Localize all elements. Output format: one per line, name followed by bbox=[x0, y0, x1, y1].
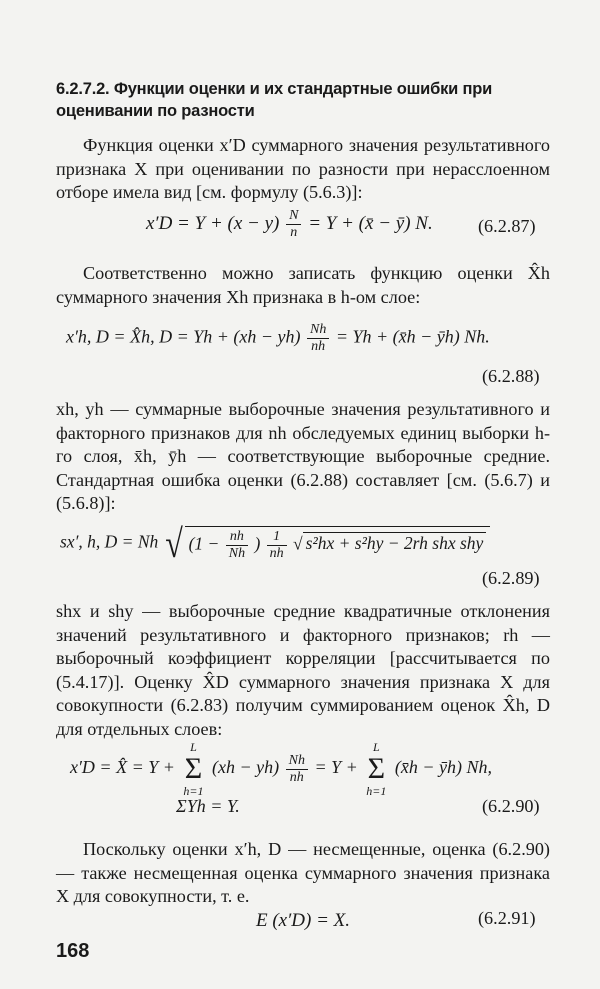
equation-6-2-87 bbox=[146, 208, 433, 241]
equation-6-2-90-line2: ΣYh = Y. bbox=[176, 796, 240, 816]
equation-fraction: $\frac{1}{nh}$ bbox=[267, 529, 287, 562]
page-number: 168 bbox=[56, 940, 90, 962]
inner-radicand: s²hx + s²hy − 2rh shx shy bbox=[303, 532, 487, 553]
radical-sign: √ bbox=[164, 521, 183, 566]
paragraph-deviations: shx и shy — выборочные средние квадратичные отклонения значений результативного и факторного признаков; rh — выборочный коэффициент корреляции [рассчитывается по (5.4.17)]. Оценку X̂D суммарного значения признака X для совокупности (6.2.83) получим суммированием оценок X̂h, D для отдельных слоев: bbox=[56, 601, 550, 739]
equation-fraction: $\frac{nh}{Nh}$ bbox=[226, 529, 248, 562]
equation-lhs: x′D = Y + (x − y) bbox=[146, 212, 280, 234]
section-heading: 6.2.7.2. Функции оценки и их стандартные ошибки при оценивании по разности bbox=[56, 80, 493, 120]
equation-fraction: $\frac{Nh}{nh}$ bbox=[286, 753, 308, 786]
paragraph-stratum: Соответственно можно записать функцию оценки X̂h суммарного значения Xh признака в h-ом слое: bbox=[56, 263, 550, 307]
equation-6-2-88 bbox=[66, 322, 490, 355]
equation-6-2-91: E (x′D) = X. bbox=[256, 910, 350, 931]
radical-sign: √ bbox=[293, 533, 303, 554]
paragraph-intro: Функция оценки x′D суммарного значения результативного признака X при оценивании по разности при нерасслоенном отборе имела вид [см. формулу (5.6.3)]: bbox=[56, 135, 550, 202]
equation-6-2-89 bbox=[60, 520, 490, 567]
equation-number: (6.2.87) bbox=[478, 216, 536, 236]
paragraph-notation: xh, yh — суммарные выборочные значения результативного и факторного признаков для nh обследуемых единиц выборки h-го слоя, x̄h, ȳh — соответствующие выборочные средние. Стандартная ошибка оценки (6.2.88) составляет [см. (5.6.7) и (5.6.8)]: bbox=[56, 399, 550, 513]
equation-rhs: = Yh + (x̄h − ȳh) Nh. bbox=[335, 326, 490, 347]
equation-6-2-90: x′D = X̂ = Y + L Σ h=1 (xh − yh) $\frac{Nh}{nh}$ = Y + L Σ h=1 (x̄h − ȳh) Nh, bbox=[70, 740, 492, 798]
equation-lhs: x′h, D = X̂h, D = Yh + (xh − yh) bbox=[66, 326, 301, 347]
equation-number: (6.2.90) bbox=[482, 796, 540, 816]
equation-lhs: sx′, h, D = Nh bbox=[60, 531, 159, 552]
equation-fraction: $\frac{N}{n}$ bbox=[286, 208, 301, 241]
equation-number: (6.2.88) bbox=[482, 366, 540, 386]
paragraph-unbiased: Поскольку оценки x′h, D — несмещенные, оценка (6.2.90) — также несмещенная оценка суммарного значения признака X для совокупности, т. е. bbox=[56, 839, 550, 906]
summation: L Σ h=1 bbox=[183, 740, 204, 798]
equation-fraction: $\frac{Nh}{nh}$ bbox=[307, 322, 329, 355]
radicand: (1 − $\frac{nh}{Nh}$ ) $\frac{1}{nh}$ √ s²hx + s²hy − 2rh shx shy bbox=[185, 526, 491, 562]
equation-lhs: x′D = X̂ = Y + bbox=[70, 757, 175, 778]
summation: L Σ h=1 bbox=[366, 740, 387, 798]
equation-rhs: = Y + (x̄ − ȳ) N. bbox=[308, 212, 433, 234]
equation-number: (6.2.89) bbox=[482, 568, 540, 588]
equation-number: (6.2.91) bbox=[478, 908, 536, 928]
